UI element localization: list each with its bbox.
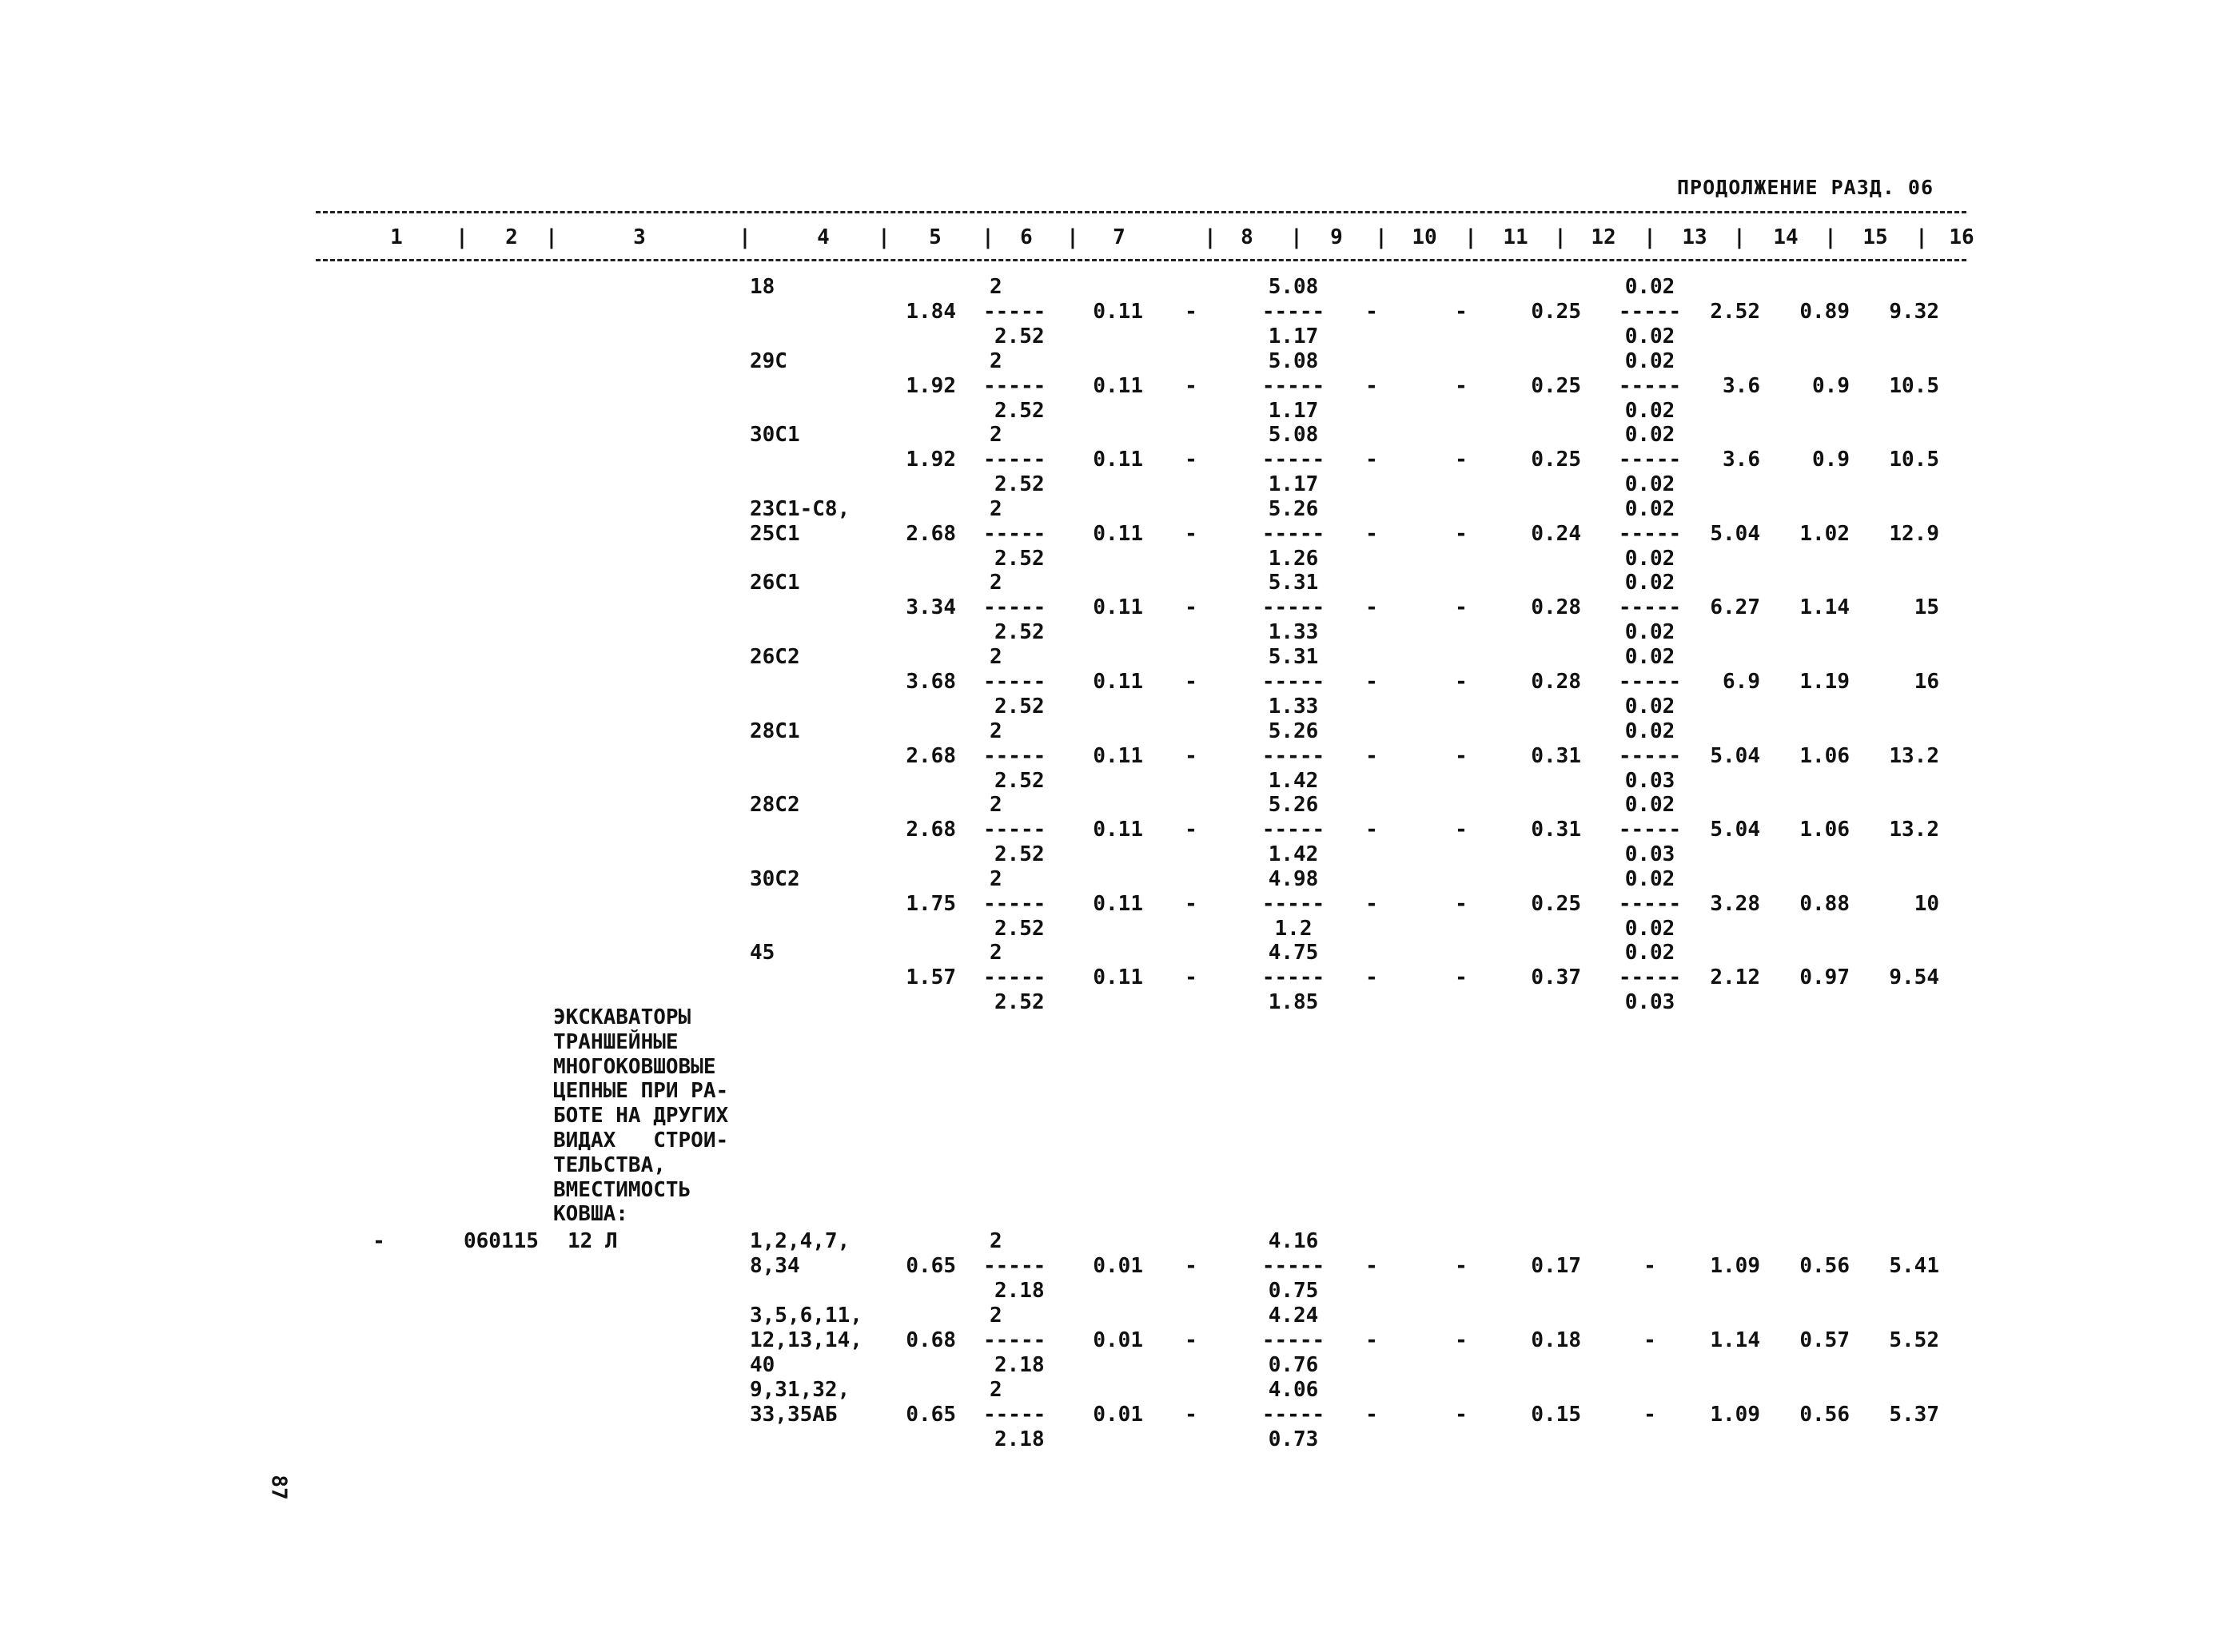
header-col-7: 7	[1113, 225, 1125, 249]
cell-col9-numerator: 5.26	[1268, 719, 1319, 743]
cell-col5: 3.34	[906, 595, 956, 620]
cell-col13-fraction-line: -----	[1618, 670, 1682, 694]
cell-col13-numerator: 0.02	[1624, 348, 1675, 373]
cell-col4: 29C	[750, 348, 787, 373]
cell-col13-denominator: 0.02	[1624, 472, 1675, 497]
cell-col16: 13.2	[1889, 743, 1939, 768]
cell-col11: -	[1455, 818, 1468, 842]
page-number: 87	[266, 1475, 291, 1500]
cell-col6-denominator: 2.18	[994, 1279, 1045, 1303]
cell-col9-numerator: 5.08	[1268, 348, 1319, 373]
cell-col12: 0.37	[1531, 965, 1581, 990]
cell-col13-numerator: 0.02	[1624, 866, 1675, 891]
cell-col6-denominator: 2.52	[994, 695, 1045, 719]
cell-col12: 0.31	[1531, 743, 1581, 768]
cell-col9-denominator: 0.75	[1268, 1279, 1319, 1303]
cell-col13-denominator: 0.03	[1624, 768, 1675, 793]
cell-col14: 3.6	[1723, 373, 1760, 398]
cell-col11: -	[1455, 1403, 1468, 1427]
header-separator: |	[1554, 225, 1567, 249]
cell-col7: 0.11	[1093, 300, 1143, 324]
cell-col6-numerator: 2	[990, 719, 1002, 743]
cell-col9-numerator: 5.31	[1268, 645, 1319, 669]
cell-col12: 0.25	[1531, 373, 1581, 398]
cell-col5: 1.75	[906, 891, 956, 916]
cell-col10: -	[1365, 448, 1378, 472]
cell-col14: 2.52	[1710, 300, 1760, 324]
cell-col5: 3.68	[906, 670, 956, 694]
cell-col14: 5.04	[1710, 743, 1760, 768]
cell-col9-fraction-line: -----	[1261, 891, 1325, 916]
cell-col15: 0.88	[1799, 891, 1850, 916]
cell-col9-numerator: 4.06	[1268, 1378, 1319, 1402]
cell-col9-fraction-line: -----	[1261, 1403, 1325, 1427]
cell-col6-numerator: 2	[990, 348, 1002, 373]
header-col-10: 10	[1412, 225, 1437, 249]
cell-col10: -	[1365, 521, 1378, 546]
cell-col4: 26C2	[750, 645, 800, 669]
header-bottom-rule	[316, 259, 1966, 261]
cell-col9-numerator: 4.16	[1268, 1229, 1319, 1253]
cell-col6-denominator: 2.52	[994, 990, 1045, 1015]
cell-col12: 0.25	[1531, 448, 1581, 472]
cell-col9-denominator: 1.17	[1268, 398, 1319, 423]
header-col-6: 6	[1020, 225, 1033, 249]
cell-col9-denominator: 0.76	[1268, 1353, 1319, 1377]
cell-col9-denominator: 1.2	[1274, 916, 1313, 941]
header-col-11: 11	[1503, 225, 1528, 249]
cell-col9-fraction-line: -----	[1261, 670, 1325, 694]
section-heading-line: МНОГОКОВШОВЫЕ	[553, 1054, 716, 1079]
header-col-1: 1	[390, 225, 403, 249]
cell-col9-fraction-line: -----	[1261, 965, 1325, 990]
cell-col13-fraction-line: -----	[1618, 521, 1682, 546]
cell-col9-fraction-line: -----	[1261, 448, 1325, 472]
header-separator: |	[545, 225, 558, 249]
cell-col9-fraction-line: -----	[1261, 373, 1325, 398]
cell-col6-denominator: 2.52	[994, 768, 1045, 793]
cell-col15: 1.19	[1799, 670, 1850, 694]
cell-col13-denominator: 0.02	[1624, 620, 1675, 645]
header-col-12: 12	[1591, 225, 1616, 249]
header-separator: |	[1290, 225, 1303, 249]
header-separator: |	[1643, 225, 1656, 249]
cell-col16: 16	[1914, 670, 1939, 694]
cell-col13-fraction-line: -----	[1618, 965, 1682, 990]
cell-col5: 2.68	[906, 818, 956, 842]
section-heading-line: ТРАНШЕЙНЫЕ	[553, 1029, 679, 1054]
cell-col6-fraction-line: -----	[983, 1328, 1046, 1352]
cell-col6-fraction-line: -----	[983, 595, 1046, 620]
cell-col12: 0.15	[1531, 1403, 1581, 1427]
header-separator: |	[1066, 225, 1079, 249]
cell-col5: 0.65	[906, 1254, 956, 1278]
cell-col4: 45	[750, 941, 775, 965]
cell-col6-fraction-line: -----	[983, 521, 1046, 546]
cell-col13-fraction-line: -----	[1618, 891, 1682, 916]
cell-col11: -	[1455, 521, 1468, 546]
cell-col11: -	[1455, 448, 1468, 472]
cell-col10: -	[1365, 373, 1378, 398]
cell-col13-fraction-line: -----	[1618, 300, 1682, 324]
cell-col13-numerator: 0.02	[1624, 793, 1675, 818]
header-col-3: 3	[633, 225, 646, 249]
cell-col2: 060115	[464, 1229, 539, 1253]
header-separator: |	[878, 225, 890, 249]
header-separator: |	[1464, 225, 1477, 249]
cell-col9-denominator: 1.33	[1268, 695, 1319, 719]
cell-col15: 1.06	[1799, 818, 1850, 842]
cell-col13-denominator: 0.03	[1624, 842, 1675, 867]
cell-col7: 0.11	[1093, 670, 1143, 694]
cell-col10: -	[1365, 300, 1378, 324]
header-top-rule	[316, 211, 1966, 213]
header-col-15: 15	[1862, 225, 1888, 249]
header-separator: |	[1733, 225, 1746, 249]
cell-col16: 5.37	[1889, 1403, 1939, 1427]
cell-col6-fraction-line: -----	[983, 448, 1046, 472]
cell-col1: -	[372, 1229, 385, 1253]
cell-col6-numerator: 2	[990, 645, 1002, 669]
header-separator: |	[1824, 225, 1837, 249]
cell-col14: 3.6	[1723, 448, 1760, 472]
cell-col6-fraction-line: -----	[983, 300, 1046, 324]
header-separator: |	[1375, 225, 1388, 249]
section-heading-line: ЭКСКАВАТОРЫ	[553, 1005, 691, 1029]
cell-col13-denominator: 0.03	[1624, 990, 1675, 1015]
cell-col13-numerator: 0.02	[1624, 645, 1675, 669]
cell-col11: -	[1455, 300, 1468, 324]
cell-col13-numerator: 0.02	[1624, 423, 1675, 448]
cell-col9-denominator: 1.42	[1268, 768, 1319, 793]
cell-col9-denominator: 1.85	[1268, 990, 1319, 1015]
cell-col6-fraction-line: -----	[983, 1403, 1046, 1427]
cell-col6-numerator: 2	[990, 1304, 1002, 1328]
cell-col12: 0.25	[1531, 300, 1581, 324]
cell-col8: -	[1185, 965, 1197, 990]
cell-col13-denominator: 0.02	[1624, 916, 1675, 941]
cell-col4: 3,5,6,11,	[750, 1304, 863, 1328]
cell-col7: 0.01	[1093, 1328, 1143, 1352]
cell-col4: 28C2	[750, 793, 800, 818]
header-col-8: 8	[1241, 225, 1253, 249]
cell-col13-fraction-line: -----	[1618, 448, 1682, 472]
cell-col6-denominator: 2.52	[994, 472, 1045, 497]
cell-col8: -	[1185, 891, 1197, 916]
cell-col15: 0.56	[1799, 1403, 1850, 1427]
header-col-16: 16	[1949, 225, 1974, 249]
header-separator: |	[1204, 225, 1217, 249]
cell-col9-fraction-line: -----	[1261, 818, 1325, 842]
cell-col13: -	[1643, 1403, 1656, 1427]
cell-col9-denominator: 1.17	[1268, 472, 1319, 497]
cell-col10: -	[1365, 1254, 1378, 1278]
cell-col16: 10.5	[1889, 448, 1939, 472]
cell-col9-denominator: 1.17	[1268, 324, 1319, 348]
cell-col13: -	[1643, 1328, 1656, 1352]
cell-col14: 5.04	[1710, 521, 1760, 546]
cell-col10: -	[1365, 891, 1378, 916]
cell-col6-fraction-line: -----	[983, 670, 1046, 694]
cell-col13-fraction-line: -----	[1618, 595, 1682, 620]
cell-col16: 5.52	[1889, 1328, 1939, 1352]
cell-col6-fraction-line: -----	[983, 891, 1046, 916]
cell-col6-numerator: 2	[990, 423, 1002, 448]
cell-col14: 3.28	[1710, 891, 1760, 916]
cell-col13-numerator: 0.02	[1624, 941, 1675, 965]
cell-col16: 13.2	[1889, 818, 1939, 842]
header-col-2: 2	[505, 225, 518, 249]
cell-col7: 0.11	[1093, 743, 1143, 768]
cell-col7: 0.01	[1093, 1254, 1143, 1278]
continuation-title: ПРОДОЛЖЕНИЕ РАЗД. 06	[1677, 176, 1934, 199]
cell-col14: 1.14	[1710, 1328, 1760, 1352]
cell-col12: 0.17	[1531, 1254, 1581, 1278]
cell-col15: 1.06	[1799, 743, 1850, 768]
header-col-5: 5	[929, 225, 942, 249]
cell-col6-numerator: 2	[990, 571, 1002, 595]
cell-col8: -	[1185, 521, 1197, 546]
cell-col9-numerator: 4.24	[1268, 1304, 1319, 1328]
cell-col6-numerator: 2	[990, 793, 1002, 818]
cell-col9-denominator: 1.26	[1268, 546, 1319, 571]
cell-col12: 0.24	[1531, 521, 1581, 546]
cell-col14: 5.04	[1710, 818, 1760, 842]
cell-col11: -	[1455, 595, 1468, 620]
cell-col4: 23C1-C8,	[750, 496, 851, 521]
cell-col6-denominator: 2.52	[994, 620, 1045, 645]
cell-col16: 5.41	[1889, 1254, 1939, 1278]
header-col-14: 14	[1773, 225, 1799, 249]
header-col-4: 4	[817, 225, 830, 249]
cell-col13-numerator: 0.02	[1624, 275, 1675, 299]
cell-col5: 0.65	[906, 1403, 956, 1427]
cell-col15: 0.97	[1799, 965, 1850, 990]
cell-col6-numerator: 2	[990, 275, 1002, 299]
cell-col4: 33,35АБ	[750, 1403, 838, 1427]
cell-col10: -	[1365, 965, 1378, 990]
cell-col15: 0.89	[1799, 300, 1850, 324]
cell-col16: 10.5	[1889, 373, 1939, 398]
cell-col9-numerator: 4.75	[1268, 941, 1319, 965]
cell-col11: -	[1455, 743, 1468, 768]
cell-col13-denominator: 0.02	[1624, 324, 1675, 348]
cell-col7: 0.11	[1093, 595, 1143, 620]
cell-col6-numerator: 2	[990, 1378, 1002, 1402]
cell-col5: 1.92	[906, 448, 956, 472]
section-heading-line: ЦЕПНЫЕ ПРИ РА-	[553, 1079, 729, 1104]
cell-col4: 1,2,4,7,	[750, 1229, 851, 1253]
cell-col13-numerator: 0.02	[1624, 571, 1675, 595]
cell-col5: 0.68	[906, 1328, 956, 1352]
cell-col14: 6.9	[1723, 670, 1760, 694]
cell-col14: 2.12	[1710, 965, 1760, 990]
cell-col8: -	[1185, 670, 1197, 694]
cell-col8: -	[1185, 818, 1197, 842]
header-separator: |	[1915, 225, 1928, 249]
cell-col9-numerator: 5.08	[1268, 423, 1319, 448]
cell-col13-fraction-line: -----	[1618, 373, 1682, 398]
header-separator: |	[739, 225, 751, 249]
section-heading-line: ТЕЛЬСТВА,	[553, 1152, 666, 1177]
cell-col12: 0.31	[1531, 818, 1581, 842]
cell-col14: 1.09	[1710, 1403, 1760, 1427]
cell-col5: 1.57	[906, 965, 956, 990]
header-col-9: 9	[1330, 225, 1343, 249]
cell-col6-denominator: 2.18	[994, 1427, 1045, 1451]
cell-col9-fraction-line: -----	[1261, 521, 1325, 546]
cell-col11: -	[1455, 1254, 1468, 1278]
header-separator: |	[982, 225, 994, 249]
cell-col13: -	[1643, 1254, 1656, 1278]
cell-col7: 0.11	[1093, 521, 1143, 546]
cell-col13-numerator: 0.02	[1624, 496, 1675, 521]
cell-col16: 12.9	[1889, 521, 1939, 546]
cell-col9-fraction-line: -----	[1261, 300, 1325, 324]
cell-col6-denominator: 2.52	[994, 398, 1045, 423]
cell-col6-fraction-line: -----	[983, 373, 1046, 398]
cell-col9-denominator: 0.73	[1268, 1427, 1319, 1451]
cell-col6-fraction-line: -----	[983, 818, 1046, 842]
cell-col6-numerator: 2	[990, 496, 1002, 521]
cell-col6-numerator: 2	[990, 1229, 1002, 1253]
cell-col12: 0.28	[1531, 670, 1581, 694]
cell-col13-denominator: 0.02	[1624, 695, 1675, 719]
cell-col10: -	[1365, 595, 1378, 620]
cell-col11: -	[1455, 1328, 1468, 1352]
cell-col9-fraction-line: -----	[1261, 1328, 1325, 1352]
section-heading-line: ВИДАХ СТРОИ-	[553, 1129, 729, 1152]
cell-col4: 30C1	[750, 423, 800, 448]
cell-col6-fraction-line: -----	[983, 1254, 1046, 1278]
section-heading-line: ВМЕСТИМОСТЬ	[553, 1177, 691, 1202]
cell-col8: -	[1185, 373, 1197, 398]
cell-col7: 0.01	[1093, 1403, 1143, 1427]
cell-col9-fraction-line: -----	[1261, 743, 1325, 768]
cell-col7: 0.11	[1093, 965, 1143, 990]
cell-col9-numerator: 5.31	[1268, 571, 1319, 595]
cell-col13-denominator: 0.02	[1624, 546, 1675, 571]
cell-col15: 0.57	[1799, 1328, 1850, 1352]
cell-col4: 12,13,14,	[750, 1328, 863, 1352]
cell-col7: 0.11	[1093, 891, 1143, 916]
cell-col13-numerator: 0.02	[1624, 719, 1675, 743]
cell-col12: 0.25	[1531, 891, 1581, 916]
cell-col4: 28C1	[750, 719, 800, 743]
cell-col10: -	[1365, 818, 1378, 842]
cell-col12: 0.18	[1531, 1328, 1581, 1352]
cell-col6-fraction-line: -----	[983, 965, 1046, 990]
cell-col10: -	[1365, 1403, 1378, 1427]
cell-col7: 0.11	[1093, 373, 1143, 398]
cell-col8: -	[1185, 448, 1197, 472]
cell-col8: -	[1185, 300, 1197, 324]
cell-col11: -	[1455, 965, 1468, 990]
cell-col7: 0.11	[1093, 818, 1143, 842]
cell-col8: -	[1185, 1403, 1197, 1427]
cell-col11: -	[1455, 373, 1468, 398]
cell-col9-numerator: 5.26	[1268, 793, 1319, 818]
cell-col13-fraction-line: -----	[1618, 818, 1682, 842]
cell-col5: 1.84	[906, 300, 956, 324]
cell-col10: -	[1365, 743, 1378, 768]
cell-col9-numerator: 5.26	[1268, 496, 1319, 521]
header-col-13: 13	[1682, 225, 1707, 249]
cell-col3: 12 Л	[568, 1229, 618, 1253]
cell-col13-denominator: 0.02	[1624, 398, 1675, 423]
cell-col8: -	[1185, 1328, 1197, 1352]
header-separator: |	[456, 225, 468, 249]
cell-col4: 30C2	[750, 866, 800, 891]
cell-col11: -	[1455, 670, 1468, 694]
cell-col15: 1.14	[1799, 595, 1850, 620]
cell-col15: 0.9	[1812, 448, 1850, 472]
cell-col5: 2.68	[906, 521, 956, 546]
section-heading-line: КОВША:	[553, 1202, 628, 1227]
cell-col6-numerator: 2	[990, 941, 1002, 965]
cell-col9-numerator: 4.98	[1268, 866, 1319, 891]
cell-col16: 10	[1914, 891, 1939, 916]
cell-col9-denominator: 1.33	[1268, 620, 1319, 645]
cell-col9-numerator: 5.08	[1268, 275, 1319, 299]
cell-col8: -	[1185, 743, 1197, 768]
cell-col16: 9.32	[1889, 300, 1939, 324]
cell-col14: 6.27	[1710, 595, 1760, 620]
cell-col4: 8,34	[750, 1254, 800, 1278]
cell-col4: 25C1	[750, 521, 800, 546]
cell-col5: 2.68	[906, 743, 956, 768]
cell-col7: 0.11	[1093, 448, 1143, 472]
cell-col13-fraction-line: -----	[1618, 743, 1682, 768]
cell-col9-fraction-line: -----	[1261, 1254, 1325, 1278]
cell-col4: 40	[750, 1353, 775, 1377]
cell-col6-denominator: 2.52	[994, 546, 1045, 571]
cell-col16: 15	[1914, 595, 1939, 620]
cell-col11: -	[1455, 891, 1468, 916]
cell-col6-fraction-line: -----	[983, 743, 1046, 768]
cell-col6-denominator: 2.52	[994, 324, 1045, 348]
cell-col10: -	[1365, 1328, 1378, 1352]
cell-col6-numerator: 2	[990, 866, 1002, 891]
cell-col6-denominator: 2.18	[994, 1353, 1045, 1377]
cell-col15: 0.56	[1799, 1254, 1850, 1278]
cell-col8: -	[1185, 595, 1197, 620]
cell-col8: -	[1185, 1254, 1197, 1278]
cell-col14: 1.09	[1710, 1254, 1760, 1278]
cell-col4: 9,31,32,	[750, 1378, 851, 1402]
cell-col15: 0.9	[1812, 373, 1850, 398]
section-heading-line: БОТЕ НА ДРУГИХ	[553, 1104, 729, 1129]
cell-col10: -	[1365, 670, 1378, 694]
cell-col4: 26C1	[750, 571, 800, 595]
cell-col5: 1.92	[906, 373, 956, 398]
cell-col15: 1.02	[1799, 521, 1850, 546]
cell-col9-denominator: 1.42	[1268, 842, 1319, 867]
cell-col4: 18	[750, 275, 775, 299]
cell-col16: 9.54	[1889, 965, 1939, 990]
cell-col6-denominator: 2.52	[994, 842, 1045, 867]
cell-col9-fraction-line: -----	[1261, 595, 1325, 620]
cell-col6-denominator: 2.52	[994, 916, 1045, 941]
cell-col12: 0.28	[1531, 595, 1581, 620]
